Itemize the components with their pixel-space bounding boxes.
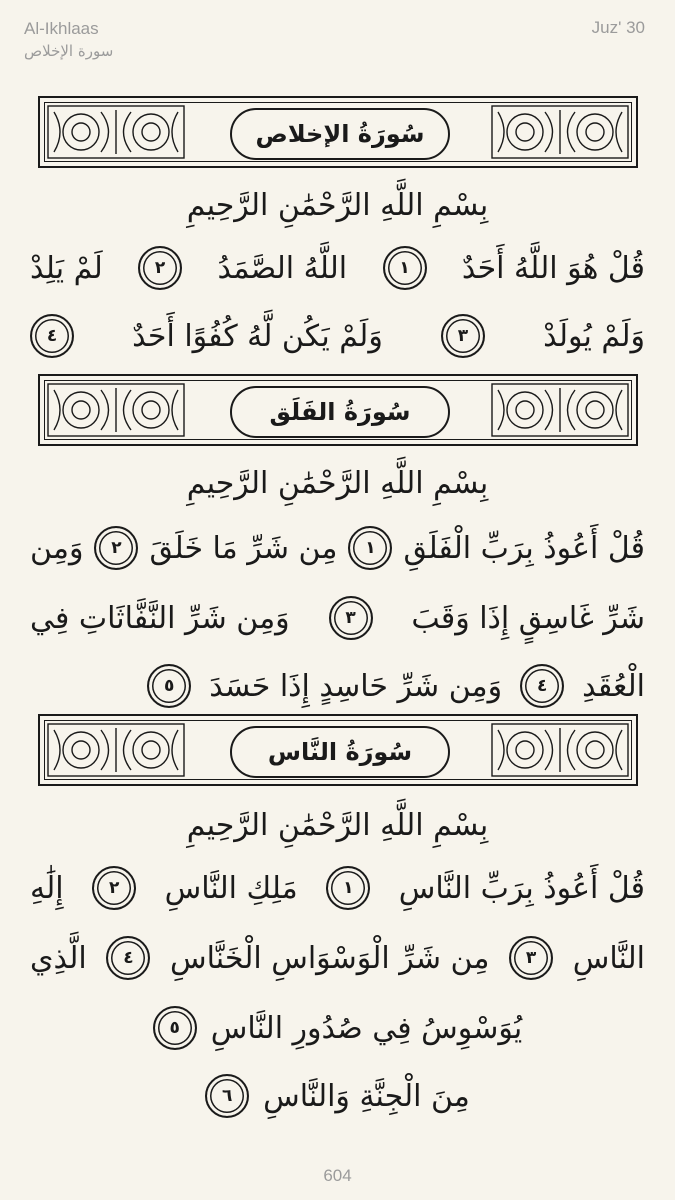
verse-text[interactable]: اللَّهُ الصَّمَدُ — [217, 250, 348, 286]
ornament-icon — [46, 382, 186, 438]
verse-text[interactable]: الَّذِي — [30, 940, 87, 976]
basmala: بِسْمِ اللَّهِ الرَّحْمَٰنِ الرَّحِيمِ — [186, 466, 489, 501]
verse-text[interactable]: وَلَمْ يَكُن لَّهُ كُفُوًا أَحَدٌ — [132, 318, 383, 354]
verse-line — [30, 596, 645, 640]
ayah-marker[interactable]: ٣ — [441, 314, 485, 358]
basmala: بِسْمِ اللَّهِ الرَّحْمَٰنِ الرَّحِيمِ — [186, 188, 489, 223]
surah-title: سُورَةُ النَّاس — [267, 738, 413, 766]
ayah-marker[interactable]: ١ — [348, 526, 392, 570]
surah-title-frame — [38, 374, 638, 446]
verse-line — [30, 866, 645, 910]
surah-name-latin: Al-Ikhlaas — [24, 19, 99, 38]
ayah-marker[interactable]: ٣ — [509, 936, 553, 980]
verse-text[interactable]: وَمِن شَرِّ النَّفَّاثَاتِ فِي — [30, 600, 290, 636]
verse-text[interactable]: مَلِكِ النَّاسِ — [164, 870, 298, 906]
juz-label[interactable]: Juz' 30 — [591, 18, 645, 37]
surah-title-cartouche — [230, 726, 450, 778]
verse-text[interactable]: إِلَٰهِ — [30, 870, 64, 906]
verse-line — [30, 1074, 645, 1118]
verse-line — [30, 1006, 645, 1050]
surah-title-frame — [38, 714, 638, 786]
ayah-marker[interactable]: ٤ — [30, 314, 74, 358]
basmala: بِسْمِ اللَّهِ الرَّحْمَٰنِ الرَّحِيمِ — [186, 808, 489, 843]
surah-header-info[interactable] — [24, 18, 113, 62]
ornament-icon — [46, 104, 186, 160]
ornament-icon — [490, 104, 630, 160]
verse-text[interactable]: لَمْ يَلِدْ — [30, 250, 103, 286]
verse-text[interactable]: الْعُقَدِ — [582, 668, 645, 704]
ayah-marker[interactable]: ٤ — [106, 936, 150, 980]
verse-text[interactable]: مِنَ الْجِنَّةِ وَالنَّاسِ — [263, 1078, 470, 1114]
verse-text[interactable]: قُلْ هُوَ اللَّهُ أَحَدٌ — [461, 250, 645, 286]
surah-title-cartouche — [230, 108, 450, 160]
surah-title-cartouche — [230, 386, 450, 438]
verse-line — [30, 314, 645, 358]
ayah-marker[interactable]: ٢ — [94, 526, 138, 570]
surah-title-frame — [38, 96, 638, 168]
verse-text[interactable]: قُلْ أَعُوذُ بِرَبِّ النَّاسِ — [398, 870, 645, 906]
surah-title: سُورَةُ الإخلاص — [255, 120, 425, 148]
verse-line — [30, 526, 645, 570]
ornament-icon — [490, 382, 630, 438]
verse-text[interactable]: شَرِّ غَاسِقٍ إِذَا وَقَبَ — [411, 600, 645, 636]
verse-text[interactable]: قُلْ أَعُوذُ بِرَبِّ الْفَلَقِ — [403, 530, 645, 566]
verse-text[interactable]: مِن شَرِّ الْوَسْوَاسِ الْخَنَّاسِ — [170, 940, 490, 976]
surah-name-arabic: سورة الإخلاص — [24, 42, 114, 60]
ornament-icon — [46, 722, 186, 778]
ayah-marker[interactable]: ٢ — [138, 246, 182, 290]
verse-text[interactable]: وَمِن — [30, 530, 84, 566]
ayah-marker[interactable]: ١ — [383, 246, 427, 290]
ornament-icon — [490, 722, 630, 778]
verse-text[interactable]: يُوَسْوِسُ فِي صُدُورِ النَّاسِ — [210, 1010, 523, 1046]
verse-line — [30, 664, 645, 708]
ayah-marker[interactable]: ٥ — [147, 664, 191, 708]
surah-title: سُورَةُ الفَلَق — [269, 398, 411, 426]
ayah-marker[interactable]: ٥ — [153, 1006, 197, 1050]
verse-line — [30, 936, 645, 980]
ayah-marker[interactable]: ٤ — [520, 664, 564, 708]
verse-text[interactable]: وَمِن شَرِّ حَاسِدٍ إِذَا حَسَدَ — [209, 668, 503, 704]
verse-line — [30, 246, 645, 290]
verse-text[interactable]: النَّاسِ — [572, 940, 645, 976]
ayah-marker[interactable]: ٦ — [205, 1074, 249, 1118]
page-number: 604 — [323, 1166, 352, 1185]
verse-text[interactable]: مِن شَرِّ مَا خَلَقَ — [149, 530, 338, 566]
ayah-marker[interactable]: ١ — [326, 866, 370, 910]
verse-text[interactable]: وَلَمْ يُولَدْ — [543, 318, 645, 354]
ayah-marker[interactable]: ٣ — [329, 596, 373, 640]
ayah-marker[interactable]: ٢ — [92, 866, 136, 910]
